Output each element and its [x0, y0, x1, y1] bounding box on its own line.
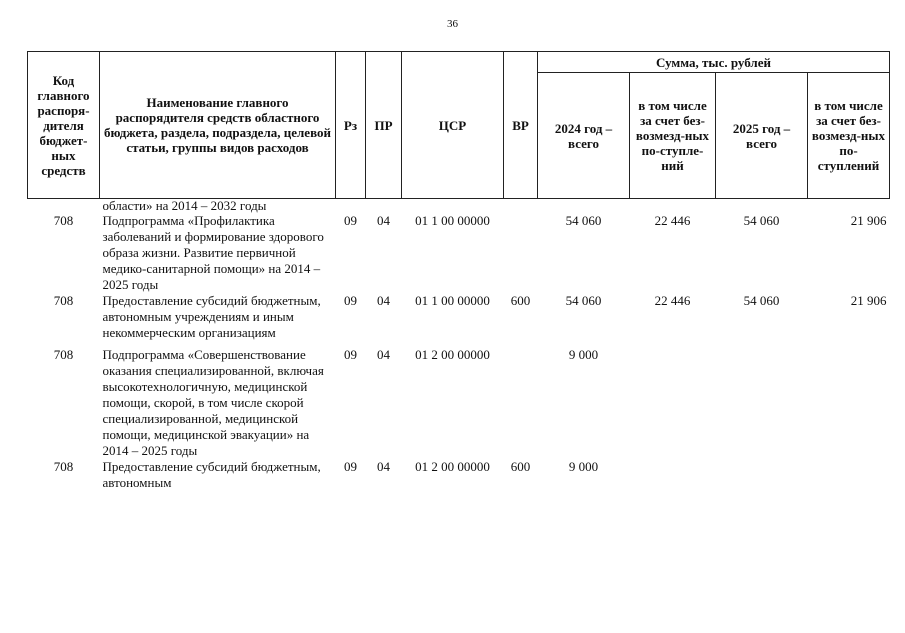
- cell-csr: 01 2 00 00000: [415, 347, 490, 362]
- cell-2024-total: 54 060: [565, 213, 602, 228]
- cell-code: 708: [53, 347, 74, 362]
- header-vr: ВР: [504, 52, 538, 199]
- cell-vr: 600: [510, 459, 531, 474]
- cell-2024-free: 22 446: [654, 293, 691, 308]
- table-header: [28, 52, 890, 199]
- cell-2024-total: 54 060: [565, 293, 602, 308]
- cell-pr: 04: [377, 213, 390, 228]
- cell-name: Подпрограмма «Профилактика заболеваний и формирование здорового образа жизни. Развитие первичной медико-санитарной помощи» на 2014 – 2025 годы: [102, 213, 324, 292]
- table-row-continuation: [28, 199, 890, 214]
- header-csr: ЦСР: [402, 52, 504, 199]
- cell-pr: 04: [377, 347, 390, 362]
- cell-name: Предоставление субсидий бюджетным, автономным учреждениям и иным некоммерческим организациям: [102, 293, 321, 340]
- header-sum: Сумма, тыс. рублей: [538, 52, 890, 73]
- cell-rz: 09: [344, 293, 357, 308]
- cell-2024-free: [630, 459, 716, 491]
- cell-2024-total: 9 000: [568, 459, 599, 474]
- budget-table: [27, 51, 890, 491]
- cell-2025-total: 54 060: [743, 293, 780, 308]
- cell-2024-free: 22 446: [654, 213, 691, 228]
- cell-csr: 01 2 00 00000: [415, 459, 490, 474]
- cell-vr: [504, 347, 538, 459]
- cell-vr: 600: [510, 293, 531, 308]
- cell-code: 708: [53, 293, 74, 308]
- cell-csr: 01 1 00 00000: [415, 213, 490, 228]
- header-name: Наименование главного распорядителя средств областного бюджета, раздела, подраздела, целевой статьи, группы видов расходов: [100, 52, 336, 199]
- table-row: [28, 213, 890, 293]
- cell-vr: [504, 213, 538, 293]
- cell-name: Предоставление субсидий бюджетным, автономным: [102, 459, 321, 490]
- cell-2024-total: 9 000: [568, 347, 599, 362]
- cell-2025-free: [808, 347, 890, 459]
- cell-pr: 04: [377, 459, 390, 474]
- table-row: [28, 347, 890, 459]
- table-row: [28, 459, 890, 491]
- cell-pr: 04: [377, 293, 390, 308]
- header-pr: ПР: [366, 52, 402, 199]
- header-2024-total: 2024 год – всего: [538, 73, 630, 199]
- page-number: 36: [447, 18, 458, 30]
- header-rz: Рз: [336, 52, 366, 199]
- header-2025-total: 2025 год – всего: [716, 73, 808, 199]
- cell-csr: 01 1 00 00000: [415, 293, 490, 308]
- cell-code: 708: [53, 213, 74, 228]
- cell-name: Подпрограмма «Совершенствование оказания специализированной, включая высокотехнологичную, медицинской помощи, скорой, в том числе скорой специализированной, медицинской помощи, медицинской эвакуации» на 2014 – 2025 годы: [102, 347, 324, 458]
- header-2024-free: в том числе за счет без-возмезд-ных по-ступле-ний: [630, 73, 716, 199]
- cell-code: 708: [53, 459, 74, 474]
- cell-2025-free: 21 906: [850, 213, 887, 228]
- cell-2024-free: [630, 347, 716, 459]
- cell-rz: 09: [344, 347, 357, 362]
- cell-2025-total: [716, 347, 808, 459]
- cell-rz: 09: [344, 459, 357, 474]
- cell-rz: 09: [344, 213, 357, 228]
- header-2025-free: в том числе за счет без-возмезд-ных по-ступлений: [808, 73, 890, 199]
- cell-2025-total: 54 060: [743, 213, 780, 228]
- cell-2025-total: [716, 459, 808, 491]
- cell-2025-free: [808, 459, 890, 491]
- continuation-text: области» на 2014 – 2032 годы: [102, 198, 267, 213]
- table-row: [28, 293, 890, 341]
- cell-2025-free: 21 906: [850, 293, 887, 308]
- header-code: Код главного распоря-дителя бюджет-ных средств: [28, 52, 100, 199]
